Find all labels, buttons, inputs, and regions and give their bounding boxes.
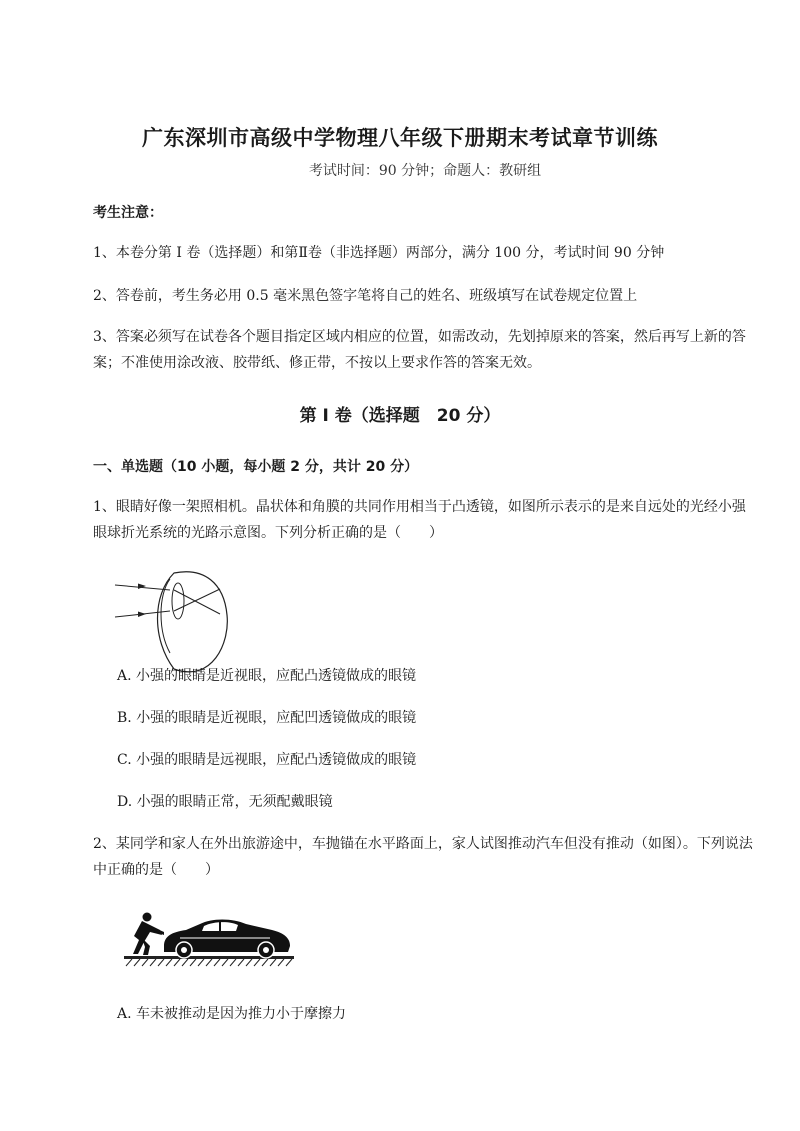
notice-item-1: 1、本卷分第 I 卷（选择题）和第Ⅱ卷（非选择题）两部分，满分 100 分，考试时间 90 分钟: [93, 245, 665, 261]
exam-subtitle: 考试时间：90 分钟；命题人：教研组: [308, 163, 542, 179]
part-heading: 一、单选题（10 小题，每小题 2 分，共计 20 分）: [93, 459, 419, 475]
question-2-stem: 2、某同学和家人在外出旅游途中，车抛锚在水平路面上，家人试图推动汽车但没有推动（如图）。下列说法中正确的是（ ）: [93, 836, 753, 878]
question-1-stem: 1、眼睛好像一架照相机。晶状体和角膜的共同作用相当于凸透镜，如图所示表示的是来自远处的光经小强眼球折光系统的光路示意图。下列分析正确的是（ ）: [93, 499, 746, 541]
car-push-illustration: [120, 908, 300, 970]
question-1-option-b[interactable]: B. 小强的眼睛是近视眼，应配凹透镜做成的眼镜: [117, 710, 417, 726]
lens-ellipse: [172, 583, 184, 619]
question-1-option-d[interactable]: D. 小强的眼睛正常，无须配戴眼镜: [117, 794, 333, 810]
eye-diagram: [112, 565, 232, 680]
question-1-option-a[interactable]: A. 小强的眼睛是近视眼，应配凸透镜做成的眼镜: [117, 668, 417, 684]
person-silhouette: [133, 913, 164, 956]
exam-title: 广东深圳市高级中学物理八年级下册期末考试章节训练: [142, 126, 658, 150]
eye-diagram-arrow-bottom: [138, 612, 146, 618]
notice-item-2: 2、答卷前，考生务必用 0.5 毫米黑色签字笔将自己的姓名、班级填写在试卷规定位置上: [93, 288, 638, 304]
question-1-option-c[interactable]: C. 小强的眼睛是远视眼，应配凸透镜做成的眼镜: [117, 752, 417, 768]
section-title: 第 I 卷（选择题 20 分）: [299, 406, 501, 426]
eye-diagram-refracted-top: [174, 590, 220, 614]
eye-diagram-refracted-bottom: [174, 589, 220, 611]
question-2-option-a[interactable]: A. 车未被推动是因为推力小于摩擦力: [117, 1006, 347, 1022]
notice-item-3: 3、答案必须写在试卷各个题目指定区域内相应的位置，如需改动，先划掉原来的答案，然后再写上新的答案；不准使用涂改液、胶带纸、修正带，不按以上要求作答的答案无效。: [93, 329, 746, 371]
eyeball-outline: [158, 572, 228, 672]
notice-heading: 考生注意：: [93, 205, 163, 221]
ground-hatching: [126, 959, 292, 966]
